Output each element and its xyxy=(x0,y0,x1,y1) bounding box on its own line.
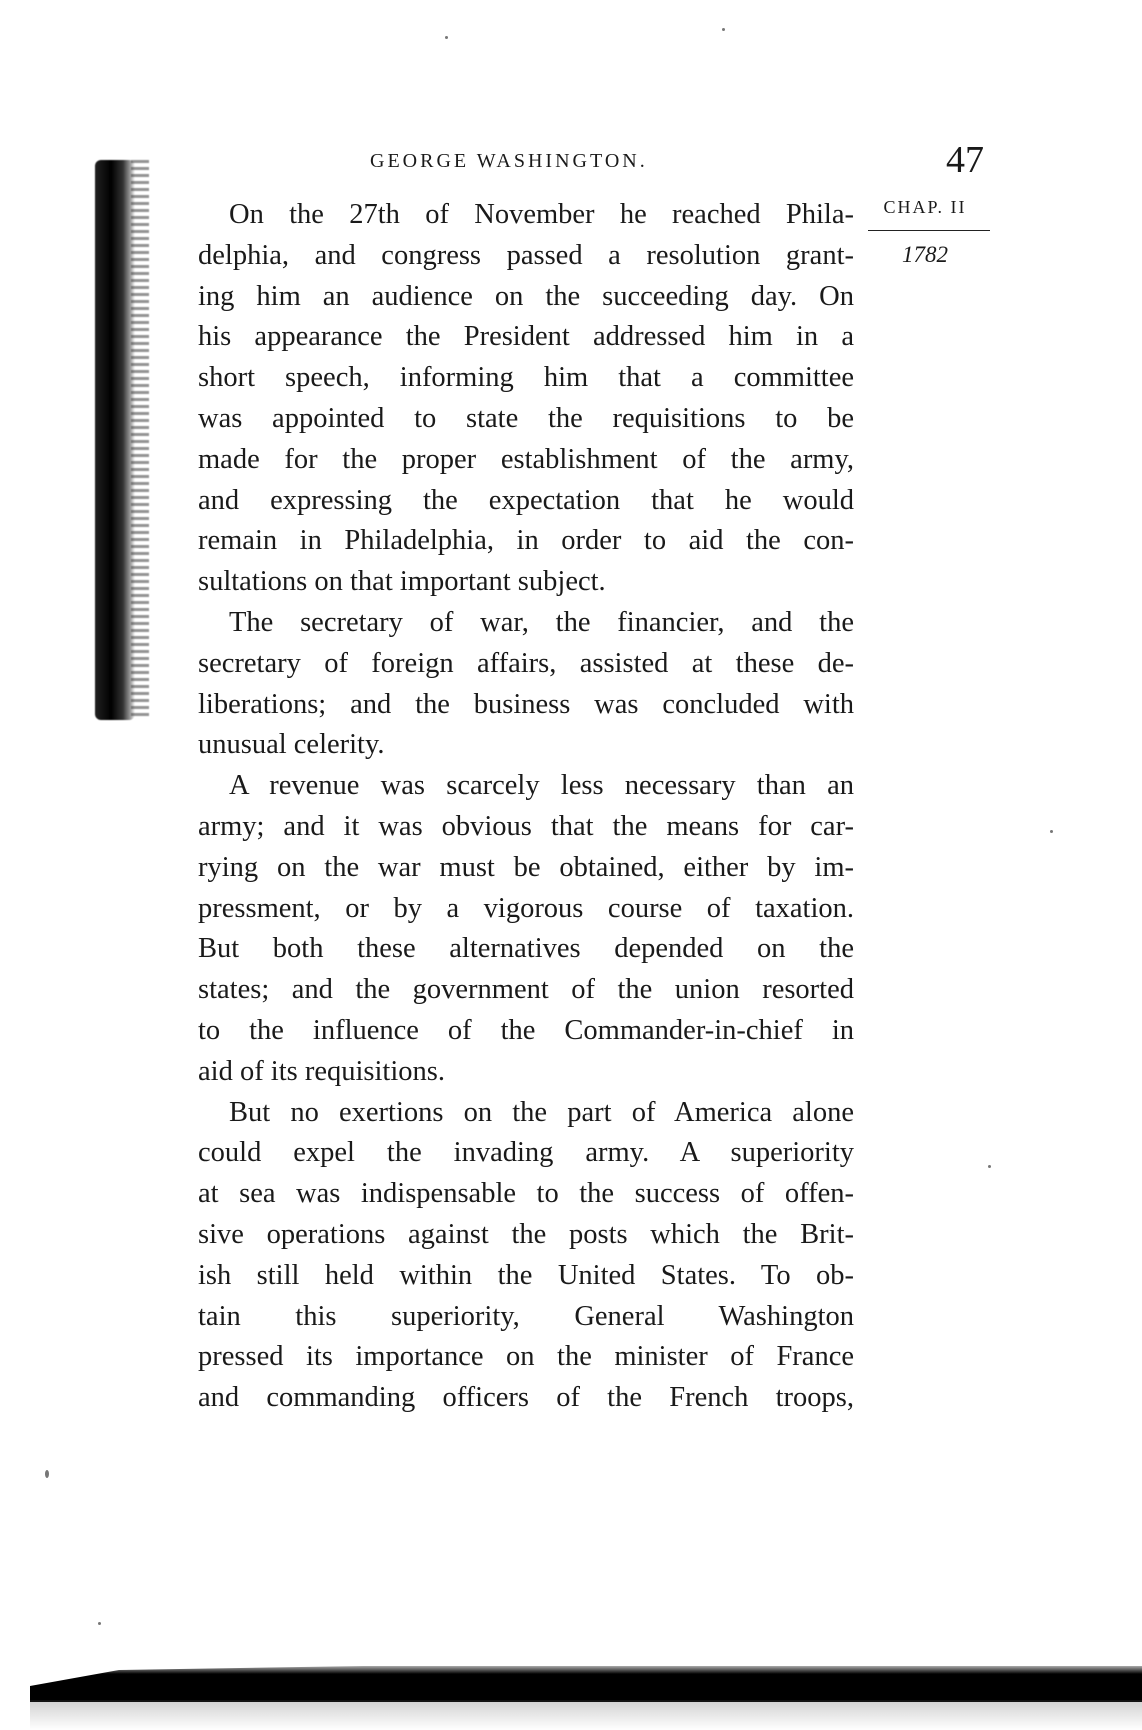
text-line: rying on the war must be obtained, either by im- xyxy=(198,851,854,883)
paper-speck xyxy=(445,36,448,39)
margin-year: 1782 xyxy=(902,242,948,267)
text-line: But no exertions on the part of America alone xyxy=(229,1096,854,1128)
text-line: army; and it was obvious that the means for car- xyxy=(198,810,854,842)
paper-speck xyxy=(722,28,725,31)
binding-shadow xyxy=(95,160,135,720)
bottom-scan-fade xyxy=(30,1700,1142,1730)
text-line: short speech, informing him that a committee xyxy=(198,362,854,394)
text-line: states; and the government of the union resorted xyxy=(198,974,854,1006)
text-line: secretary of foreign affairs, assisted at these de- xyxy=(198,647,854,679)
text-line: aid of its requisitions. xyxy=(198,1055,445,1087)
text-line: his appearance the President addressed him in a xyxy=(198,321,854,353)
paper-speck xyxy=(988,1165,991,1168)
paper-speck xyxy=(98,1622,101,1625)
text-line: On the 27th of November he reached Phila- xyxy=(229,199,854,230)
text-line: at sea was indispensable to the success of offen- xyxy=(198,1178,854,1210)
text-line: unusual celerity. xyxy=(198,729,385,761)
text-line: delphia, and congress passed a resolution grant- xyxy=(198,239,854,271)
text-line: tain this superiority, General Washington xyxy=(198,1300,854,1332)
text-line: ing him an audience on the succeeding day. On xyxy=(198,280,854,312)
text-line: remain in Philadelphia, in order to aid the con- xyxy=(198,525,854,557)
margin-chapter: CHAP. II xyxy=(883,197,967,217)
text-line: The secretary of war, the financier, and the xyxy=(229,606,854,638)
text-line: liberations; and the business was concluded with xyxy=(198,688,854,720)
text-line: to the influence of the Commander-in-chief in xyxy=(198,1014,854,1046)
text-line: A revenue was scarcely less necessary than an xyxy=(229,770,854,802)
running-head: GEORGE WASHINGTON. xyxy=(370,150,648,172)
text-line: could expel the invading army. A superiority xyxy=(198,1137,854,1169)
bottom-scan-edge xyxy=(30,1662,1142,1702)
text-line: was appointed to state the requisitions to be xyxy=(198,402,854,434)
text-line: made for the proper establishment of the army, xyxy=(198,443,854,475)
paper-speck xyxy=(1050,830,1053,833)
body-text xyxy=(198,195,854,1419)
text-line: sultations on that important subject. xyxy=(198,566,606,598)
text-line: sive operations against the posts which the Brit- xyxy=(198,1218,854,1250)
paper-speck xyxy=(45,1470,49,1478)
page-number: 47 xyxy=(946,139,984,181)
text-line: and expressing the expectation that he would xyxy=(198,484,854,516)
text-line: ish still held within the United States. To ob- xyxy=(198,1259,854,1291)
text-line: But both these alternatives depended on the xyxy=(198,933,854,965)
text-line: and commanding officers of the French troops, xyxy=(198,1382,854,1414)
margin-rule xyxy=(868,230,990,231)
text-line: pressment, or by a vigorous course of taxation. xyxy=(198,892,854,924)
text-line: pressed its importance on the minister of France xyxy=(198,1341,854,1373)
